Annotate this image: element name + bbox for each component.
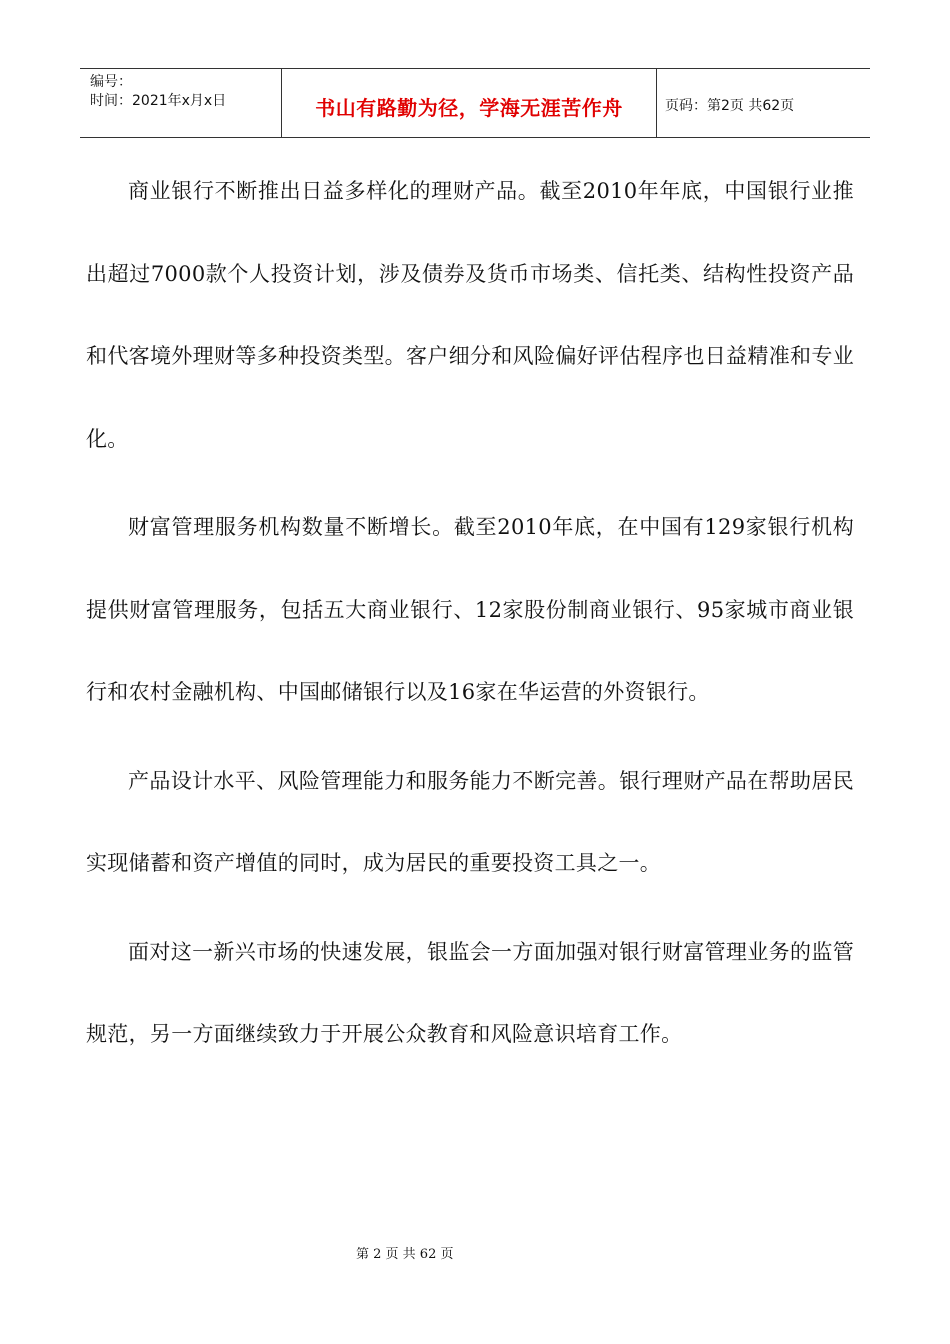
header-meta [80,69,282,137]
header-page-info: 页码：第2页 共62页 [665,98,795,114]
paragraph-1: 商业银行不断推出日益多样化的理财产品。截至2010年年底，中国银行业推出超过7000款个人投资计划，涉及债券及货币市场类、信托类、结构性投资产品和代客境外理财等多种投资类型。客户细分和风险偏好评估程序也日益精准和专业化。 [86,179,854,451]
paragraph-4: 面对这一新兴市场的快速发展，银监会一方面加强对银行财富管理业务的监管规范，另一方面继续致力于开展公众教育和风险意识培育工作。 [86,939,854,1046]
document-number-label: 编号： [90,74,132,90]
page-footer [0,1243,950,1262]
header-motto-cell [282,69,657,137]
paragraph-3: 产品设计水平、风险管理能力和服务能力不断完善。银行理财产品在帮助居民实现储蓄和资产增值的同时，成为居民的重要投资工具之一。 [86,768,854,875]
document-time-label: 时间：2021年x月x日 [90,93,227,109]
paragraph-2: 财富管理服务机构数量不断增长。截至2010年底，在中国有129家银行机构提供财富管理服务，包括五大商业银行、12家股份制商业银行、95家城市商业银行和农村金融机构、中国邮储银行以及16家在华运营的外资银行。 [86,515,854,704]
header-motto: 书山有路勤为径，学海无涯苦作舟 [315,95,623,120]
document-body [86,150,854,1076]
footer-page-number: 第 2 页 共 62 页 [356,1247,454,1262]
page-header [80,68,870,138]
header-page-info-cell [657,69,870,137]
